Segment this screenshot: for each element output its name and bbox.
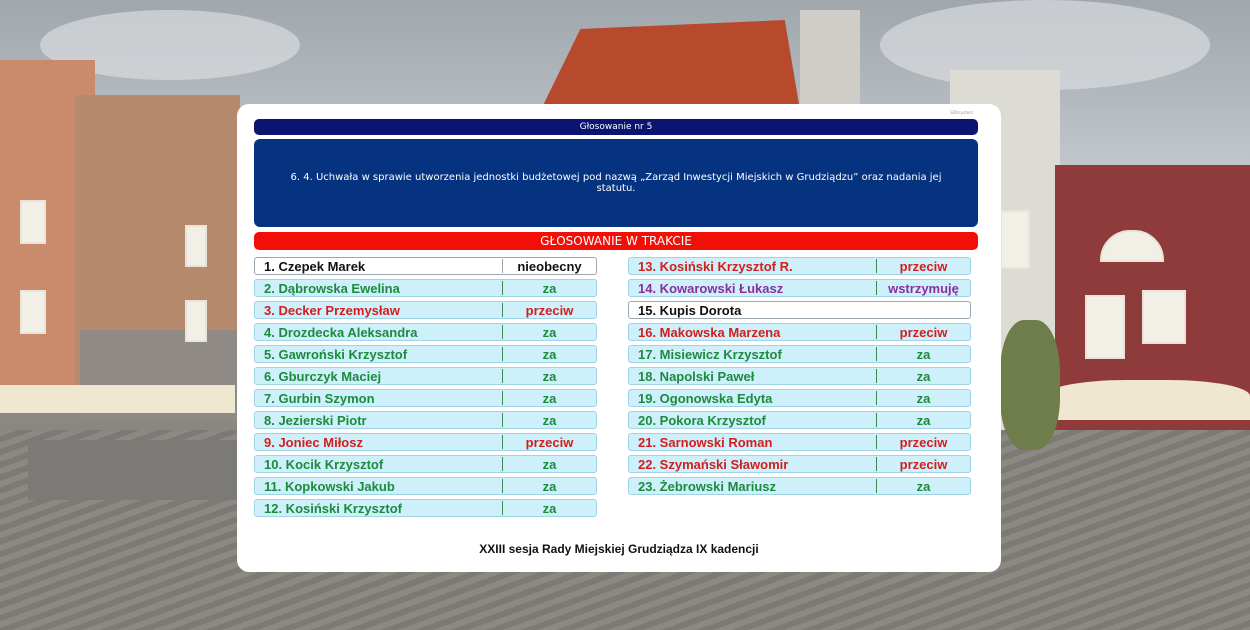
vote-result: za xyxy=(542,390,557,406)
window xyxy=(1000,210,1030,269)
voting-panel xyxy=(237,104,1001,572)
councillor-name: 21. Sarnowski Roman xyxy=(638,434,773,450)
vote-result: wstrzymuję xyxy=(888,280,959,296)
vote-result: za xyxy=(542,324,557,340)
councillor-name: 17. Misiewicz Krzysztof xyxy=(638,346,782,362)
councillor-name: 23. Żebrowski Mariusz xyxy=(638,478,776,494)
vote-result: za xyxy=(916,412,931,428)
councillor-name: 15. Kupis Dorota xyxy=(638,302,742,318)
vote-result: za xyxy=(542,500,557,516)
councillor-row xyxy=(628,257,971,275)
session-footer: XXIII sesja Rady Miejskiej Grudziądza IX kadencji xyxy=(479,542,759,556)
vote-number-header: Głosowanie nr 5 xyxy=(254,119,978,135)
councillor-name: 22. Szymański Sławomir xyxy=(638,456,789,472)
councillor-name: 19. Ogonowska Edyta xyxy=(638,390,773,406)
councillor-row xyxy=(254,477,597,495)
vote-result: nieobecny xyxy=(517,258,582,274)
fountain xyxy=(28,440,238,500)
councillor-row xyxy=(254,279,597,297)
councillor-name: 8. Jezierski Piotr xyxy=(264,412,367,428)
voting-status-bar: GŁOSOWANIE W TRAKCIE xyxy=(254,232,978,250)
resolution-text xyxy=(254,139,978,227)
vote-result: przeciw xyxy=(899,434,948,450)
councillor-row xyxy=(254,389,597,407)
councillor-row xyxy=(254,455,597,473)
councillor-name: 4. Drozdecka Aleksandra xyxy=(264,324,418,340)
councillor-row xyxy=(628,389,971,407)
councillor-name: 11. Kopkowski Jakub xyxy=(264,478,395,494)
brand-mark: SDVsystem xyxy=(950,110,973,115)
cafe-umbrella xyxy=(1045,380,1250,420)
councillor-name: 10. Kocik Krzysztof xyxy=(264,456,384,472)
councillors-column-left xyxy=(254,257,597,521)
vote-result: przeciw xyxy=(899,258,948,274)
window xyxy=(20,290,46,334)
councillor-row xyxy=(254,433,597,451)
window xyxy=(185,225,207,267)
councillor-row xyxy=(628,411,971,429)
vote-result: przeciw xyxy=(525,302,574,318)
councillors-column-right xyxy=(628,257,971,499)
councillor-name: 1. Czepek Marek xyxy=(264,258,366,274)
vote-result: za xyxy=(916,346,931,362)
councillor-name: 14. Kowarowski Łukasz xyxy=(638,280,784,296)
chimney xyxy=(800,10,860,110)
councillor-name: 2. Dąbrowska Ewelina xyxy=(264,280,400,296)
councillor-row xyxy=(628,323,971,341)
resolution-label: 6. 4. Uchwała w sprawie utworzenia jednostki budżetowej pod nazwą „Zarząd Inwestycji Miejskich w Grudziądzu” oraz nadania jej statutu. xyxy=(290,172,942,194)
councillor-name: 20. Pokora Krzysztof xyxy=(638,412,766,428)
window xyxy=(20,200,46,244)
vote-result: za xyxy=(542,368,557,384)
vote-result: za xyxy=(916,390,931,406)
councillor-row xyxy=(254,411,597,429)
councillor-name: 9. Joniec Miłosz xyxy=(264,434,363,450)
councillor-name: 3. Decker Przemysław xyxy=(264,302,400,318)
councillor-row xyxy=(254,301,597,319)
window xyxy=(185,300,207,342)
councillor-row xyxy=(628,455,971,473)
vote-result: za xyxy=(542,412,557,428)
window xyxy=(1142,290,1186,344)
councillor-row xyxy=(628,345,971,363)
vote-result: za xyxy=(542,280,557,296)
councillor-name: 13. Kosiński Krzysztof R. xyxy=(638,258,793,274)
vote-result: przeciw xyxy=(899,456,948,472)
councillor-name: 5. Gawroński Krzysztof xyxy=(264,346,408,362)
councillor-name: 18. Napolski Paweł xyxy=(638,368,755,384)
councillor-row xyxy=(254,257,597,275)
vote-result: przeciw xyxy=(525,434,574,450)
councillor-row xyxy=(628,433,971,451)
vote-result: za xyxy=(916,368,931,384)
councillor-row xyxy=(628,301,971,319)
councillor-row xyxy=(254,367,597,385)
councillor-row xyxy=(254,499,597,517)
councillor-row xyxy=(254,323,597,341)
vote-result: za xyxy=(542,456,557,472)
cafe-umbrella xyxy=(0,385,235,413)
councillor-row xyxy=(628,477,971,495)
vote-result: za xyxy=(916,478,931,494)
councillor-name: 7. Gurbin Szymon xyxy=(264,390,375,406)
councillor-row xyxy=(628,367,971,385)
vote-result: przeciw xyxy=(899,324,948,340)
councillor-row xyxy=(254,345,597,363)
vote-result: za xyxy=(542,478,557,494)
councillor-name: 12. Kosiński Krzysztof xyxy=(264,500,402,516)
councillor-name: 16. Makowska Marzena xyxy=(638,324,781,340)
vote-result: za xyxy=(542,346,557,362)
councillor-row xyxy=(628,279,971,297)
councillor-name: 6. Gburczyk Maciej xyxy=(264,368,382,384)
window xyxy=(1085,295,1125,359)
tree xyxy=(1000,320,1060,450)
